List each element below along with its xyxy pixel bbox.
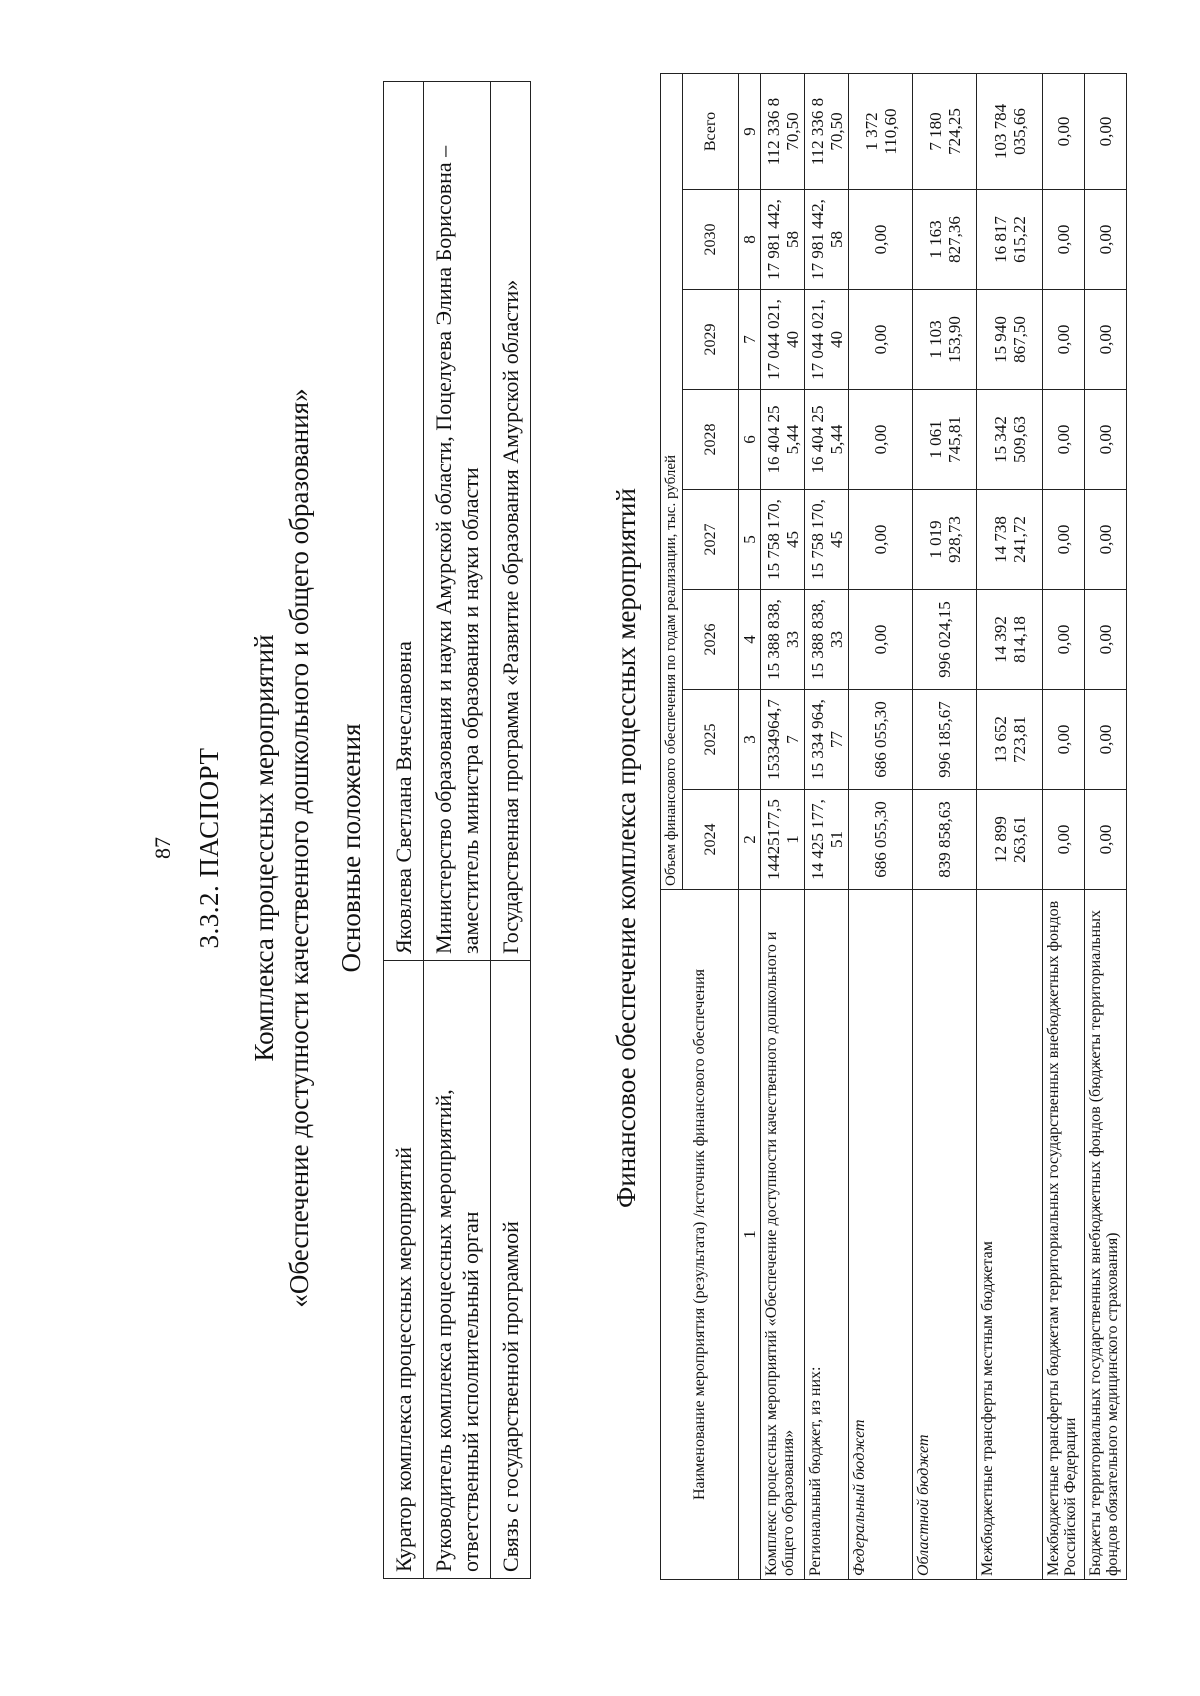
amount-cell: 15 388 838, 33	[805, 590, 849, 690]
row-name: Областной бюджет	[913, 890, 977, 1580]
year-header: 2024	[683, 790, 739, 890]
amount-cell: 15 758 170, 45	[805, 490, 849, 590]
amount-cell: 0,00	[1085, 73, 1127, 189]
column-number: 3	[739, 690, 761, 790]
provision-row	[424, 82, 491, 1579]
provision-value: Министерство образования и науки Амурской области, Поцелуева Элина Борисовна – заместитель министра образования и науки области	[424, 82, 491, 961]
row-name: Межбюджетные трансферты бюджетам территориальных государственных внебюджетных фондов Российской Федерации	[1043, 890, 1085, 1580]
amount-cell: 112 336 8 70,50	[805, 73, 849, 189]
amount-cell: 0,00	[1043, 690, 1085, 790]
column-number: 8	[739, 190, 761, 290]
amount-cell: 17 981 442, 58	[761, 190, 805, 290]
amount-cell: 0,00	[1085, 690, 1127, 790]
amount-cell: 14425177,5 1	[761, 790, 805, 890]
row-name: Комплекс процессных мероприятий «Обеспечение доступности качественного дошкольного и общего образования»	[761, 890, 805, 1580]
amount-cell: 15334964,7 7	[761, 690, 805, 790]
amount-cell: 1 163 827,36	[913, 190, 977, 290]
amount-cell: 7 180 724,25	[913, 73, 977, 189]
column-number: 4	[739, 590, 761, 690]
name-column-header: Наименование мероприятия (результата) /источник финансового обеспечения	[661, 890, 739, 1580]
provision-value: Государственная программа «Развитие образования Амурской области»	[491, 82, 531, 961]
amount-cell: 1 019 928,73	[913, 490, 977, 590]
amount-cell: 1 061 745,81	[913, 390, 977, 490]
amount-cell: 996 024,15	[913, 590, 977, 690]
amount-cell: 15 342 509,63	[977, 390, 1043, 490]
amount-cell: 0,00	[1085, 390, 1127, 490]
amount-cell: 996 185,67	[913, 690, 977, 790]
provision-label: Руководитель комплекса процессных мероприятий, ответственный исполнительный орган	[424, 961, 491, 1579]
year-header: 2030	[683, 190, 739, 290]
amount-cell: 0,00	[1043, 73, 1085, 189]
amount-cell: 17 981 442, 58	[805, 190, 849, 290]
provision-label: Куратор комплекса процессных мероприятий	[384, 961, 424, 1579]
year-header: 2025	[683, 690, 739, 790]
amount-cell: 0,00	[849, 590, 913, 690]
page-number: 87	[150, 837, 175, 859]
amount-cell: 17 044 021, 40	[805, 290, 849, 390]
provision-row	[491, 82, 531, 1579]
amount-cell: 14 392 814,18	[977, 590, 1043, 690]
year-header: 2029	[683, 290, 739, 390]
amount-cell: 15 940 867,50	[977, 290, 1043, 390]
amount-cell: 16 404 25 5,44	[805, 390, 849, 490]
amount-cell: 0,00	[1043, 790, 1085, 890]
row-name: Межбюджетные трансферты местным бюджетам	[977, 890, 1043, 1580]
amount-cell: 686 055,30	[849, 690, 913, 790]
amount-cell: 0,00	[849, 390, 913, 490]
amount-cell: 0,00	[1043, 190, 1085, 290]
finance-row	[761, 73, 805, 1579]
provisions-table	[383, 81, 531, 1579]
column-number: 9	[739, 73, 761, 189]
column-number: 7	[739, 290, 761, 390]
finance-row	[977, 73, 1043, 1579]
amount-cell: 16 817 615,22	[977, 190, 1043, 290]
section-title: 3.3.2. ПАСПОРТ	[194, 747, 224, 949]
amount-cell: 0,00	[1043, 590, 1085, 690]
finance-table	[660, 73, 1127, 1580]
provision-row	[384, 82, 424, 1579]
amount-cell: 14 738 241,72	[977, 490, 1043, 590]
amount-cell: 0,00	[849, 190, 913, 290]
amount-cell: 0,00	[1085, 790, 1127, 890]
year-header: 2028	[683, 390, 739, 490]
amount-cell: 17 044 021, 40	[761, 290, 805, 390]
amount-cell: 686 055,30	[849, 790, 913, 890]
amount-cell: 839 858,63	[913, 790, 977, 890]
finance-row	[849, 73, 913, 1579]
amount-cell: 0,00	[1043, 390, 1085, 490]
amount-cell: 0,00	[1085, 490, 1127, 590]
row-name: Региональный бюджет, из них:	[805, 890, 849, 1580]
finance-row	[1085, 73, 1127, 1579]
amount-cell: 0,00	[1085, 290, 1127, 390]
amount-cell: 103 784 035,66	[977, 73, 1043, 189]
amount-cell: 15 388 838, 33	[761, 590, 805, 690]
year-header: 2026	[683, 590, 739, 690]
complex-title-line1: Комплекса процессных мероприятий	[249, 634, 279, 1062]
complex-title-line2: «Обеспечение доступности качественного дошкольного и общего образования»	[284, 388, 314, 1308]
finance-row	[805, 73, 849, 1579]
amount-cell: 13 652 723,81	[977, 690, 1043, 790]
amount-cell: 0,00	[849, 490, 913, 590]
provision-label: Связь с государственной программой	[491, 961, 531, 1579]
volume-group-header: Объем финансового обеспечения по годам реализации, тыс. рублей	[661, 73, 683, 889]
amount-cell: 15 758 170, 45	[761, 490, 805, 590]
amount-cell: 0,00	[1043, 290, 1085, 390]
amount-cell: 0,00	[1085, 590, 1127, 690]
amount-cell: 16 404 25 5,44	[761, 390, 805, 490]
amount-cell: 0,00	[1043, 490, 1085, 590]
finance-heading: Финансовое обеспечение комплекса процессных мероприятий	[611, 488, 641, 1208]
year-header: 2027	[683, 490, 739, 590]
column-number: 5	[739, 490, 761, 590]
basic-provisions-heading: Основные положения	[336, 723, 366, 973]
row-name: Федеральный бюджет	[849, 890, 913, 1580]
amount-cell: 112 336 8 70,50	[761, 73, 805, 189]
amount-cell: 0,00	[849, 290, 913, 390]
amount-cell: 1 372 110,60	[849, 73, 913, 189]
provision-value: Яковлева Светлана Вячеславовна	[384, 82, 424, 961]
column-number: 1	[739, 890, 761, 1580]
row-name: Бюджеты территориальных государственных внебюджетных фондов (бюджеты территориальных фондов обязательного медицинского страхования)	[1085, 890, 1127, 1580]
amount-cell: 14 425 177, 51	[805, 790, 849, 890]
column-number: 6	[739, 390, 761, 490]
amount-cell: 0,00	[1085, 190, 1127, 290]
finance-row	[1043, 73, 1085, 1579]
finance-row	[913, 73, 977, 1579]
column-number: 2	[739, 790, 761, 890]
amount-cell: 15 334 964, 77	[805, 690, 849, 790]
amount-cell: 1 103 153,90	[913, 290, 977, 390]
year-header: Всего	[683, 73, 739, 189]
amount-cell: 12 899 263,61	[977, 790, 1043, 890]
